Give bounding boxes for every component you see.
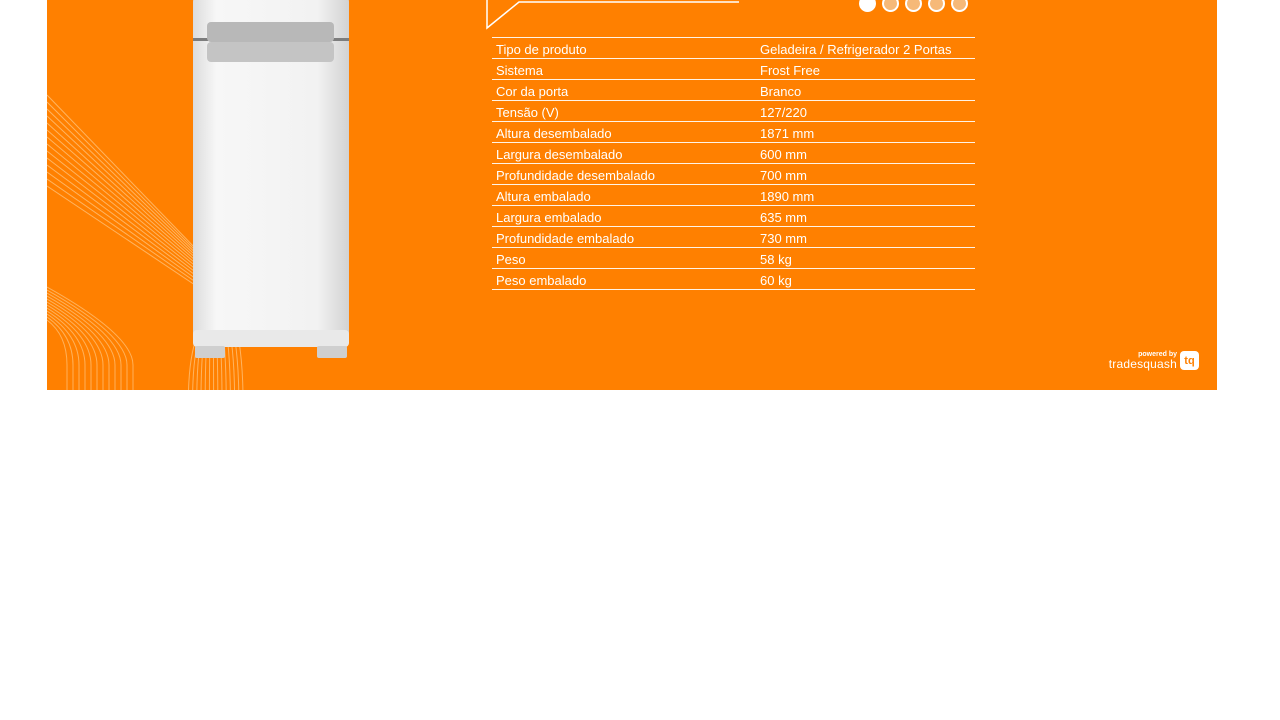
spec-value: Branco <box>756 80 975 101</box>
spec-label: Profundidade desembalado <box>492 164 756 185</box>
spec-value: 127/220 <box>756 101 975 122</box>
spec-value: 730 mm <box>756 227 975 248</box>
spec-label: Cor da porta <box>492 80 756 101</box>
spec-row <box>492 164 975 185</box>
spec-row <box>492 38 975 59</box>
spec-label: Peso embalado <box>492 269 756 290</box>
spec-row <box>492 143 975 164</box>
spec-row <box>492 227 975 248</box>
spec-row <box>492 206 975 227</box>
carousel-dots <box>859 0 968 13</box>
spec-value: Frost Free <box>756 59 975 80</box>
spec-value: 60 kg <box>756 269 975 290</box>
spec-label: Largura desembalado <box>492 143 756 164</box>
refrigerator-image <box>187 0 357 362</box>
specs-table <box>492 37 975 290</box>
spec-row <box>492 59 975 80</box>
spec-value: 1890 mm <box>756 185 975 206</box>
spec-value: 58 kg <box>756 248 975 269</box>
carousel-dot-5[interactable] <box>951 0 968 12</box>
carousel-dot-4[interactable] <box>928 0 945 12</box>
spec-value: Geladeira / Refrigerador 2 Portas <box>756 38 975 59</box>
spec-row <box>492 101 975 122</box>
tradesquash-logo-icon: tq <box>1180 351 1199 370</box>
product-banner <box>47 0 1217 390</box>
spec-label: Tipo de produto <box>492 38 756 59</box>
powered-by-label: powered by <box>1138 351 1177 358</box>
spec-row <box>492 185 975 206</box>
spec-value: 700 mm <box>756 164 975 185</box>
spec-label: Altura embalado <box>492 185 756 206</box>
carousel-dot-3[interactable] <box>905 0 922 12</box>
carousel-dot-1[interactable] <box>859 0 876 12</box>
spec-value: 600 mm <box>756 143 975 164</box>
spec-label: Tensão (V) <box>492 101 756 122</box>
spec-value: 635 mm <box>756 206 975 227</box>
speech-bubble-outline <box>483 0 753 32</box>
spec-row <box>492 248 975 269</box>
spec-label: Altura desembalado <box>492 122 756 143</box>
spec-label: Profundidade embalado <box>492 227 756 248</box>
carousel-dot-2[interactable] <box>882 0 899 12</box>
spec-row <box>492 269 975 290</box>
spec-value: 1871 mm <box>756 122 975 143</box>
spec-row <box>492 80 975 101</box>
spec-label: Largura embalado <box>492 206 756 227</box>
spec-row <box>492 122 975 143</box>
spec-label: Peso <box>492 248 756 269</box>
brand-name: tradesquash <box>1108 357 1177 371</box>
spec-label: Sistema <box>492 59 756 80</box>
powered-by-badge[interactable] <box>1109 351 1199 370</box>
